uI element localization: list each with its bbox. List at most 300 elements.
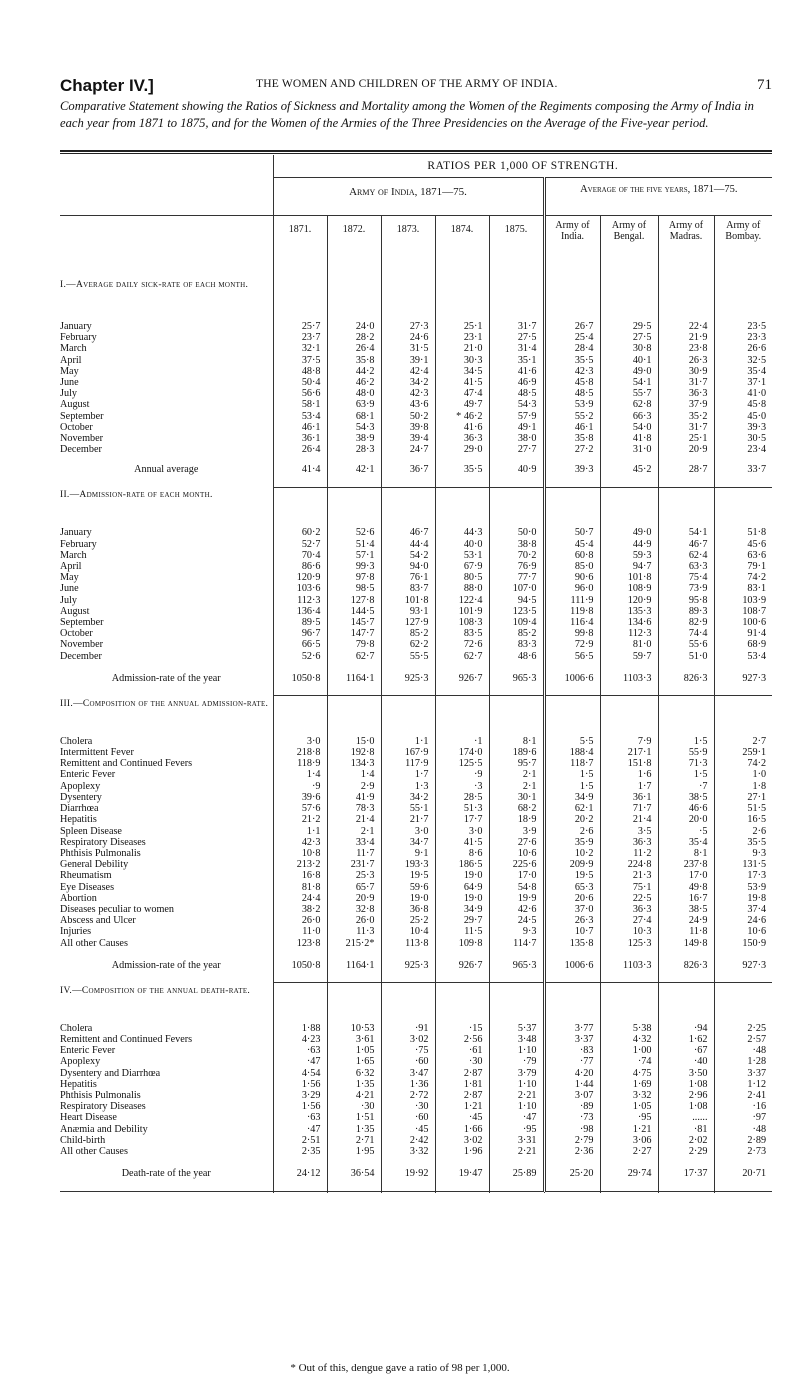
cell-value: 28·4: [544, 343, 600, 354]
cell-value: 112·3: [600, 628, 658, 639]
cell-value: 103·9: [714, 595, 772, 606]
cell-value: 30·9: [658, 366, 714, 377]
cell-value: 101·8: [600, 572, 658, 583]
cell-value: 45·8: [544, 377, 600, 388]
table-row: [60, 651, 772, 662]
cell-value: 67·9: [435, 561, 489, 572]
ratios-table: [60, 155, 772, 1192]
cell-value: 55·1: [381, 803, 435, 814]
cell-value: 81·0: [600, 639, 658, 650]
cell-value: 5·38: [600, 1023, 658, 1034]
row-label: Phthisis Pulmonalis: [60, 1089, 141, 1101]
cell-value: 4·54: [273, 1068, 327, 1079]
cell-value: 3·32: [381, 1146, 435, 1157]
cell-value: 109·8: [435, 938, 489, 949]
cell-value: 1·65: [327, 1056, 381, 1067]
total-value: 24·12: [273, 1167, 327, 1191]
row-label: July: [60, 594, 77, 606]
cell-value: 7·9: [600, 736, 658, 747]
cell-value: 45·0: [714, 411, 772, 422]
running-title: THE WOMEN AND CHILDREN OF THE ARMY OF INDIA.: [256, 78, 558, 90]
cell-value: 25·4: [544, 332, 600, 343]
cell-value: 2·89: [714, 1135, 772, 1146]
cell-value: 38·8: [489, 539, 544, 550]
cell-value: 41·6: [435, 422, 489, 433]
cell-value: 30·1: [489, 792, 544, 803]
cell-value: 34·5: [435, 366, 489, 377]
table-row: [60, 859, 772, 870]
cell-value: 23·3: [714, 332, 772, 343]
cell-value: 35·5: [714, 837, 772, 848]
cell-value: 31·7: [658, 422, 714, 433]
cell-value: ·30: [381, 1101, 435, 1112]
cell-value: 101·8: [381, 595, 435, 606]
cell-value: 46·1: [544, 422, 600, 433]
cell-value: 3·47: [381, 1068, 435, 1079]
total-value: 17·37: [658, 1167, 714, 1191]
cell-value: 31·5: [381, 343, 435, 354]
table-row: [60, 595, 772, 606]
cell-value: 62·7: [435, 651, 489, 662]
cell-value: 96·0: [544, 583, 600, 594]
cell-value: 1·69: [600, 1079, 658, 1090]
cell-value: 188·4: [544, 747, 600, 758]
cell-value: 24·7: [381, 444, 435, 455]
cell-value: 224·8: [600, 859, 658, 870]
row-label: August: [60, 605, 90, 617]
column-header: Army of India.: [544, 215, 600, 277]
cell-value: 26·6: [714, 343, 772, 354]
cell-value: 108·3: [435, 617, 489, 628]
statement-title: Comparative Statement showing the Ratios of Sickness and Mortality among the Women of the Regiments composing the Army of India in each year from 1871 to 1875, and for the Women of the Armies of the Three Presidencies on the Average of the Five-year period.: [60, 99, 754, 130]
cell-value: 53·1: [435, 550, 489, 561]
cell-value: ·83: [544, 1045, 600, 1056]
row-label: Child-birth: [60, 1134, 106, 1146]
cell-value: 112·3: [273, 595, 327, 606]
total-value: 25·89: [489, 1167, 544, 1191]
cell-value: 99·3: [327, 561, 381, 572]
cell-value: 49·0: [600, 527, 658, 538]
cell-value: 1·10: [489, 1079, 544, 1090]
column-header: 1872.: [327, 215, 381, 277]
cell-value: 54·1: [600, 377, 658, 388]
row-label: April: [60, 354, 82, 366]
cell-value: 31·0: [600, 444, 658, 455]
section-title: IV.—Composition of the annual death-rate.: [60, 985, 251, 996]
cell-value: 11·2: [600, 848, 658, 859]
cell-value: 36·3: [435, 433, 489, 444]
table-row: [60, 893, 772, 904]
total-value: 965·3: [489, 959, 544, 983]
cell-value: 24·6: [714, 915, 772, 926]
total-value: 29·74: [600, 1167, 658, 1191]
cell-value: 1·5: [544, 769, 600, 780]
cell-value: 120·9: [600, 595, 658, 606]
table-row: [60, 332, 772, 343]
column-header: 1871.: [273, 215, 327, 277]
cell-value: 213·2: [273, 859, 327, 870]
cell-value: 66·3: [600, 411, 658, 422]
cell-value: ·9: [273, 781, 327, 792]
cell-value: 4·32: [600, 1034, 658, 1045]
cell-value: 1·51: [327, 1112, 381, 1123]
cell-value: 38·9: [327, 433, 381, 444]
cell-value: 3·0: [273, 736, 327, 747]
cell-value: 1·21: [600, 1124, 658, 1135]
cell-value: 71·3: [658, 758, 714, 769]
cell-value: 35·1: [489, 355, 544, 366]
cell-value: 74·2: [714, 758, 772, 769]
cell-value: 1·62: [658, 1034, 714, 1045]
cell-value: 46·7: [381, 527, 435, 538]
cell-value: 131·5: [714, 859, 772, 870]
cell-value: 38·2: [273, 904, 327, 915]
cell-value: 32·1: [273, 343, 327, 354]
cell-value: 37·4: [714, 904, 772, 915]
cell-value: 54·3: [327, 422, 381, 433]
cell-value: 57·9: [489, 411, 544, 422]
cell-value: 63·3: [658, 561, 714, 572]
cell-value: 93·1: [381, 606, 435, 617]
cell-value: 26·3: [544, 915, 600, 926]
cell-value: 3·06: [600, 1135, 658, 1146]
total-value: 926·7: [435, 959, 489, 983]
table-row: [60, 826, 772, 837]
cell-value: 1·1: [381, 736, 435, 747]
cell-value: 136·4: [273, 606, 327, 617]
total-value: 19·47: [435, 1167, 489, 1191]
cell-value: 25·1: [435, 321, 489, 332]
cell-value: 89·3: [658, 606, 714, 617]
cell-value: 2·21: [489, 1146, 544, 1157]
cell-value: 19·5: [544, 870, 600, 881]
cell-value: 149·8: [658, 938, 714, 949]
total-value: 42·1: [327, 463, 381, 487]
cell-value: 41·9: [327, 792, 381, 803]
total-value: 1006·6: [544, 959, 600, 983]
total-value: 926·7: [435, 672, 489, 696]
cell-value: 48·5: [544, 388, 600, 399]
cell-value: 53·9: [714, 882, 772, 893]
cell-value: 17·0: [658, 870, 714, 881]
cell-value: 46·9: [489, 377, 544, 388]
total-value: 925·3: [381, 959, 435, 983]
cell-value: 147·7: [327, 628, 381, 639]
cell-value: 1·5: [658, 769, 714, 780]
cell-value: 46·2: [327, 377, 381, 388]
row-label: July: [60, 388, 77, 400]
cell-value: 1·8: [714, 781, 772, 792]
cell-value: 27·7: [489, 444, 544, 455]
cell-value: 1·0: [714, 769, 772, 780]
cell-value: 51·5: [714, 803, 772, 814]
cell-value: 65·3: [544, 882, 600, 893]
row-label: All other Causes: [60, 937, 128, 949]
cell-value: 150·9: [714, 938, 772, 949]
cell-value: ·7: [658, 781, 714, 792]
cell-value: 50·7: [544, 527, 600, 538]
total-value: 1006·6: [544, 672, 600, 696]
cell-value: 4·20: [544, 1068, 600, 1079]
cell-value: 46·7: [658, 539, 714, 550]
cell-value: 3·50: [658, 1068, 714, 1079]
table-row: [60, 639, 772, 650]
cell-value: 125·3: [600, 938, 658, 949]
cell-value: 21·9: [658, 332, 714, 343]
cell-value: 37·5: [273, 355, 327, 366]
cell-value: ·95: [600, 1112, 658, 1123]
row-label: May: [60, 572, 79, 584]
cell-value: 74·2: [714, 572, 772, 583]
row-label: Abortion: [60, 892, 97, 904]
cell-value: 123·5: [489, 606, 544, 617]
row-label: Respiratory Diseases: [60, 836, 146, 848]
cell-value: 51·4: [327, 539, 381, 550]
cell-value: 29·5: [600, 321, 658, 332]
cell-value: 66·5: [273, 639, 327, 650]
cell-value: 225·6: [489, 859, 544, 870]
row-label: Apoplexy: [60, 1056, 101, 1068]
cell-value: 83·7: [381, 583, 435, 594]
cell-value: 34·2: [381, 377, 435, 388]
row-label: Enteric Fever: [60, 1045, 116, 1057]
cell-value: 47·4: [435, 388, 489, 399]
cell-value: 10·6: [489, 848, 544, 859]
row-label: June: [60, 583, 79, 595]
cell-value: 3·29: [273, 1090, 327, 1101]
cell-value: 35·4: [658, 837, 714, 848]
cell-value: 19·8: [714, 893, 772, 904]
total-label: Admission-rate of the year: [111, 959, 221, 971]
cell-value: 2·35: [273, 1146, 327, 1157]
table-row: [60, 527, 772, 538]
cell-value: 62·1: [544, 803, 600, 814]
cell-value: 1·4: [273, 769, 327, 780]
cell-value: 37·9: [658, 399, 714, 410]
cell-value: 50·2: [381, 411, 435, 422]
cell-value: 27·2: [544, 444, 600, 455]
row-label: April: [60, 561, 82, 573]
cell-value: 23·4: [714, 444, 772, 455]
cell-value: 1·00: [600, 1045, 658, 1056]
cell-value: 68·1: [327, 411, 381, 422]
row-label: Enteric Fever: [60, 769, 116, 781]
cell-value: 26·4: [273, 444, 327, 455]
table-row: [60, 781, 772, 792]
cell-value: 62·2: [381, 639, 435, 650]
cell-value: 28·5: [435, 792, 489, 803]
cell-value: 38·0: [489, 433, 544, 444]
column-header: 1875.: [489, 215, 544, 277]
total-value: 965·3: [489, 672, 544, 696]
cell-value: 21·7: [381, 814, 435, 825]
cell-value: 2·79: [544, 1135, 600, 1146]
row-label: Anæmia and Debility: [60, 1123, 148, 1135]
cell-value: 94·5: [489, 595, 544, 606]
cell-value: 2·1: [489, 781, 544, 792]
cell-value: 54·2: [381, 550, 435, 561]
cell-value: 127·9: [381, 617, 435, 628]
cell-value: 79·1: [714, 561, 772, 572]
cell-value: 3·31: [489, 1135, 544, 1146]
column-header: 1873.: [381, 215, 435, 277]
cell-value: 52·6: [327, 527, 381, 538]
cell-value: 151·8: [600, 758, 658, 769]
cell-value: 39·1: [381, 355, 435, 366]
cell-value: 52·6: [273, 651, 327, 662]
cell-value: 28·3: [327, 444, 381, 455]
cell-value: 99·8: [544, 628, 600, 639]
cell-value: ·89: [544, 1101, 600, 1112]
cell-value: 9·1: [381, 848, 435, 859]
row-label: November: [60, 433, 103, 445]
cell-value: ·15: [435, 1023, 489, 1034]
cell-value: 10·53: [327, 1023, 381, 1034]
cell-value: ·95: [489, 1124, 544, 1135]
cell-value: 54·8: [489, 882, 544, 893]
cell-value: 10·7: [544, 926, 600, 937]
main-header: RATIOS PER 1,000 OF STRENGTH.: [273, 155, 772, 177]
top-rule: [60, 150, 772, 152]
row-label: Dysentery and Diarrhœa: [60, 1067, 161, 1079]
column-header: Army of Bombay.: [714, 215, 772, 277]
cell-value: ·81: [658, 1124, 714, 1135]
cell-value: 10·2: [544, 848, 600, 859]
cell-value: 42·6: [489, 904, 544, 915]
table-row: [60, 1090, 772, 1101]
table-row: [60, 377, 772, 388]
cell-value: 11·0: [273, 926, 327, 937]
cell-value: 42·4: [381, 366, 435, 377]
cell-value: 39·4: [381, 433, 435, 444]
cell-value: 10·3: [600, 926, 658, 937]
cell-value: 26·0: [327, 915, 381, 926]
cell-value: 36·3: [600, 904, 658, 915]
cell-value: 193·3: [381, 859, 435, 870]
cell-value: ·67: [658, 1045, 714, 1056]
cell-value: 30·3: [435, 355, 489, 366]
cell-value: 55·5: [381, 651, 435, 662]
row-label: August: [60, 399, 90, 411]
cell-value: 1·56: [273, 1101, 327, 1112]
row-label: May: [60, 365, 79, 377]
cell-value: 49·1: [489, 422, 544, 433]
total-value: 20·71: [714, 1167, 772, 1191]
cell-value: 2·21: [489, 1090, 544, 1101]
cell-value: 1·88: [273, 1023, 327, 1034]
cell-value: 218·8: [273, 747, 327, 758]
cell-value: 5·5: [544, 736, 600, 747]
cell-value: 2·1: [327, 826, 381, 837]
cell-value: 31·7: [489, 321, 544, 332]
cell-value: 42·3: [544, 366, 600, 377]
cell-value: 145·7: [327, 617, 381, 628]
cell-value: 59·7: [600, 651, 658, 662]
cell-value: ·16: [714, 1101, 772, 1112]
cell-value: ......: [658, 1112, 714, 1123]
cell-value: 100·6: [714, 617, 772, 628]
cell-value: 90·6: [544, 572, 600, 583]
cell-value: 96·7: [273, 628, 327, 639]
cell-value: 1·4: [327, 769, 381, 780]
cell-value: 2·25: [714, 1023, 772, 1034]
cell-value: 1·21: [435, 1101, 489, 1112]
cell-value: 27·1: [714, 792, 772, 803]
cell-value: 1·1: [273, 826, 327, 837]
cell-value: 35·5: [544, 355, 600, 366]
table-row: [60, 433, 772, 444]
cell-value: 26·3: [658, 355, 714, 366]
cell-value: 77·7: [489, 572, 544, 583]
cell-value: 50·0: [489, 527, 544, 538]
cell-value: 71·7: [600, 803, 658, 814]
row-label: Rheumatism: [60, 870, 112, 882]
cell-value: 63·9: [327, 399, 381, 410]
table-row: [60, 1045, 772, 1056]
cell-value: 23·8: [658, 343, 714, 354]
column-header: 1874.: [435, 215, 489, 277]
cell-value: 11·8: [658, 926, 714, 937]
cell-value: 53·4: [714, 651, 772, 662]
cell-value: 215·2*: [327, 938, 381, 949]
total-value: 1050·8: [273, 672, 327, 696]
cell-value: 45·6: [714, 539, 772, 550]
cell-value: ·45: [381, 1124, 435, 1135]
cell-value: 37·1: [714, 377, 772, 388]
cell-value: 1·6: [600, 769, 658, 780]
row-label: September: [60, 410, 104, 422]
table-row: [60, 758, 772, 769]
row-label: March: [60, 343, 87, 355]
cell-value: 44·2: [327, 366, 381, 377]
table-row: [60, 321, 772, 332]
table-row: [60, 561, 772, 572]
total-value: 1103·3: [600, 959, 658, 983]
cell-value: 74·4: [658, 628, 714, 639]
table-row: [60, 399, 772, 410]
table-row: [60, 792, 772, 803]
cell-value: 27·4: [600, 915, 658, 926]
table-row: [60, 366, 772, 377]
cell-value: 55·7: [600, 388, 658, 399]
cell-value: 63·6: [714, 550, 772, 561]
cell-value: 26·4: [327, 343, 381, 354]
total-row: [60, 1167, 772, 1191]
cell-value: ·47: [273, 1124, 327, 1135]
cell-value: 3·9: [489, 826, 544, 837]
cell-value: ·45: [435, 1112, 489, 1123]
table-row: [60, 1079, 772, 1090]
cell-value: 26·7: [544, 321, 600, 332]
cell-value: 62·8: [600, 399, 658, 410]
cell-value: 8·1: [658, 848, 714, 859]
cell-value: 2·51: [273, 1135, 327, 1146]
row-label: Injuries: [60, 926, 92, 938]
cell-value: 3·61: [327, 1034, 381, 1045]
cell-value: ·97: [714, 1112, 772, 1123]
row-label: June: [60, 377, 79, 389]
cell-value: 89·5: [273, 617, 327, 628]
total-value: 36·54: [327, 1167, 381, 1191]
row-label: October: [60, 421, 93, 433]
total-value: 1103·3: [600, 672, 658, 696]
table-row: [60, 814, 772, 825]
column-header: Army of Madras.: [658, 215, 714, 277]
cell-value: 52·7: [273, 539, 327, 550]
cell-value: 44·3: [435, 527, 489, 538]
row-label: Eye Diseases: [60, 881, 115, 893]
cell-value: 23·1: [435, 332, 489, 343]
